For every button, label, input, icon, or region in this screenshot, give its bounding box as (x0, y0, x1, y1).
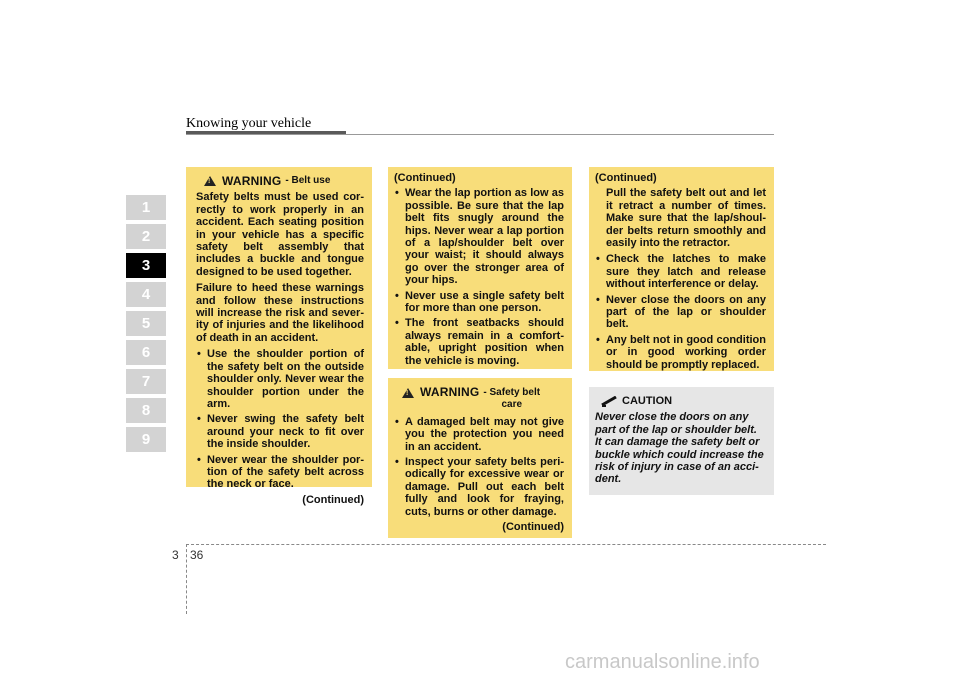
chapter-tab-4[interactable]: 4 (126, 282, 166, 307)
continued-note: (Continued) (302, 493, 364, 506)
continued-note: (Continued) (502, 521, 564, 534)
warning-heading (196, 175, 364, 187)
list-item: • Never close the doors on any part of the lap or shoulder belt. (595, 294, 766, 331)
caution-label: CAUTION (622, 395, 673, 407)
header-rule (186, 134, 774, 135)
continued-heading: (Continued) (394, 172, 456, 184)
caution-box (589, 387, 774, 495)
warning-topic (483, 387, 540, 412)
bullet-list (595, 253, 766, 371)
chapter-tab-8[interactable]: 8 (126, 398, 166, 423)
chapter-tab-6[interactable]: 6 (126, 340, 166, 365)
list-item: • Never use a single safety belt for more than one person. (394, 290, 564, 315)
chapter-tab-1[interactable]: 1 (126, 195, 166, 220)
warning-label: WARNING (222, 174, 282, 188)
warning-label: WARNING (420, 385, 480, 399)
paragraph: Failure to heed these warnings and follow these instructions will increase the risk and sever-ity of injuries and the likelihood of death in an accident. (196, 282, 364, 344)
list-item: • Check the latches to make sure they latch and release without interference or delay. (595, 253, 766, 290)
list-item: • Never wear the shoulder por-tion of the safety belt across the neck or face. (196, 454, 364, 491)
list-item: • Inspect your safety belts peri-odically for excessive wear or damage. Pull out each belt fully and look for fraying, cuts, burns or other damage. (394, 456, 564, 518)
bullet-list (394, 416, 564, 518)
chapter-tab-9[interactable]: 9 (126, 427, 166, 452)
continued-heading: (Continued) (595, 172, 657, 184)
warning-box-belt-use (186, 167, 372, 506)
warning-topic-line1: - Safety belt (483, 387, 541, 398)
caution-text: Never close the doors on any part of the lap or shoulder belt. It can damage the safety belt or buckle which could increase the risk of injury in case of an acci-dent. (595, 411, 764, 486)
warning-box-continued (388, 167, 572, 369)
warning-topic-line2: care (501, 399, 523, 411)
list-item: • Never swing the safety belt around your neck to fit over the inside shoulder. (196, 413, 364, 450)
chapter-tab-5[interactable]: 5 (126, 311, 166, 336)
caution-heading (595, 395, 766, 407)
warning-heading (394, 386, 564, 412)
warning-triangle-icon: ! (204, 176, 216, 186)
warning-topic: - Belt use (285, 175, 331, 186)
list-item: • Any belt not in good condition or in good working order should be promptly replaced. (595, 334, 766, 371)
chapter-tab-3-active[interactable]: 3 (126, 253, 166, 278)
warning-box-belt-care (388, 378, 572, 538)
chapter-tab-7[interactable]: 7 (126, 369, 166, 394)
footer-vertical-rule (186, 544, 187, 614)
bullet-list (196, 348, 364, 490)
footer-rule (186, 544, 826, 545)
bullet-list (394, 187, 564, 367)
chapter-tabs (126, 195, 166, 456)
list-item: • A damaged belt may not give you the protection you need in an accident. (394, 416, 564, 453)
paragraph: Safety belts must be used cor-rectly to work properly in an accident. Each seating position in your vehicle has a specific safety belt assembly that includes a buckle and tongue designed to be used together. (196, 191, 364, 278)
list-item: • The front seatbacks should always remain in a comfort-able, upright position when the vehicle is moving. (394, 317, 564, 367)
footer-page-number: 36 (190, 548, 204, 562)
warning-triangle-icon: ! (402, 388, 414, 398)
footer-section-number: 3 (172, 548, 179, 562)
list-item: • Wear the lap portion as low as possible. Be sure that the lap belt fits snugly around the hips. Never wear a lap portion of a lap/shoulder belt over your waist; it should always go over the stronger area of your hips. (394, 187, 564, 286)
paragraph: Pull the safety belt out and let it retract a number of times. Make sure that the lap/shoul-der belts return smoothly and easily into the retractor. (606, 187, 766, 250)
chapter-tab-2[interactable]: 2 (126, 224, 166, 249)
page-header-title: Knowing your vehicle (186, 116, 312, 131)
watermark: carmanualsonline.info (565, 651, 760, 673)
warning-box-continued-2 (589, 167, 774, 371)
list-item: • Use the shoulder portion of the safety belt on the outside shoulder only. Never wear the shoulder portion under the arm. (196, 348, 364, 410)
caution-check-icon (601, 396, 617, 407)
